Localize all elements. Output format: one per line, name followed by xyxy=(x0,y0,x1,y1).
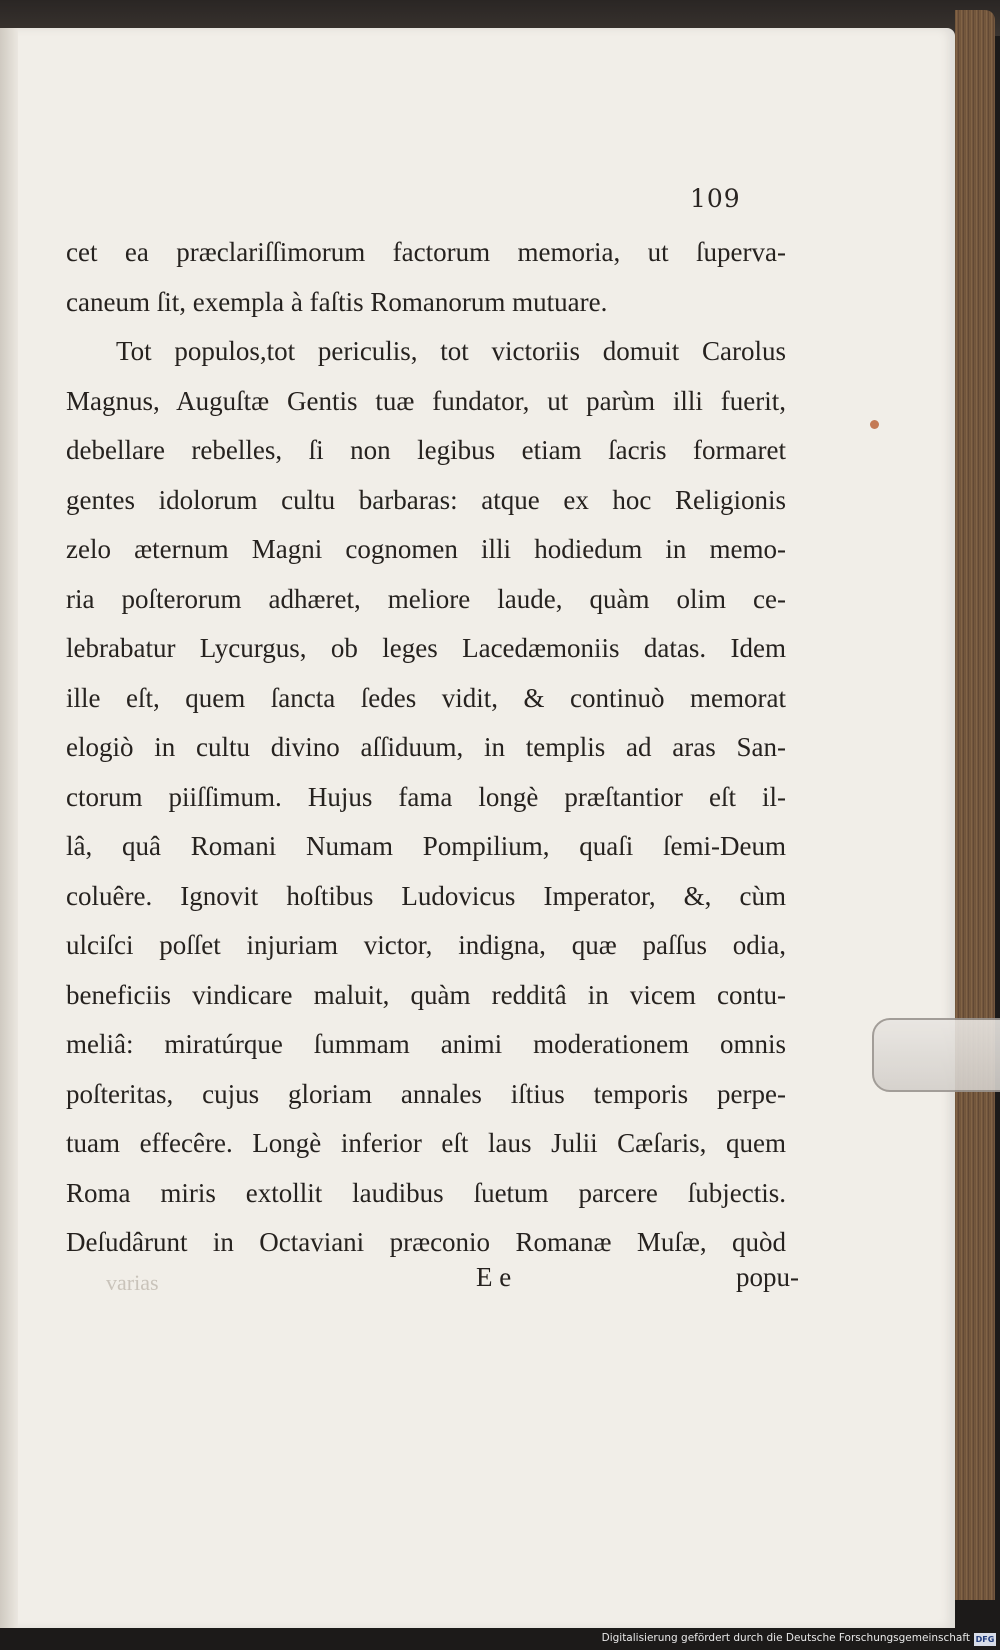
text-line: cet ea præclariſſimorum factorum memoria, ut ſuperva- xyxy=(66,237,786,267)
book-fore-edge xyxy=(955,10,995,1600)
dfg-logo-icon: DFG xyxy=(975,1635,995,1644)
text-line: Tot populos,tot periculis, tot victoriis domuit Carolus xyxy=(116,336,786,366)
text-line: tuam effecêre. Longè inferior eſt laus Julii Cæſaris, quem xyxy=(66,1128,786,1158)
text-line: meliâ: miratúrque ſummam animi moderationem omnis xyxy=(66,1029,786,1059)
signature-mark: E e xyxy=(476,1262,512,1292)
text-line: caneum ſit, exempla à faſtis Romanorum mutuare. xyxy=(66,286,608,317)
credit-bar xyxy=(0,1630,1000,1650)
text-line: zelo æternum Magni cognomen illi hodiedum in memo- xyxy=(66,534,786,564)
text-line: debellare rebelles, ſi non legibus etiam ſacris formaret xyxy=(66,435,786,465)
digitization-credit: Digitalisierung gefördert durch die Deutsche Forschungsgemeinschaft xyxy=(601,1632,970,1644)
text-line: beneficiis vindicare maluit, quàm redditâ in vicem contu- xyxy=(66,979,786,1010)
page-number: 109 xyxy=(690,184,741,213)
text-line: poſteritas, cujus gloriam annales iſtius temporis perpe- xyxy=(66,1078,786,1109)
text-line: Deſudârunt in Octaviani præconio Romanæ Muſæ, quòd xyxy=(66,1227,786,1257)
bleed-through-text: varias xyxy=(106,1270,159,1295)
text-line: lebrabatur Lycurgus, ob leges Lacedæmoniis datas. Idem xyxy=(66,633,786,663)
body-text xyxy=(66,228,786,1268)
catchword: popu- xyxy=(736,1262,799,1292)
text-line: Roma miris extollit laudibus ſuetum parcere ſubjectis. xyxy=(66,1177,786,1208)
text-line: lâ, quâ Romani Numam Pompilium, quaſi ſemi-Deum xyxy=(66,831,786,861)
text-line: ctorum piiſſimum. Hujus fama longè præſtantior eſt il- xyxy=(66,781,786,812)
text-line: ulciſci poſſet injuriam victor, indigna, quæ paſſus odia, xyxy=(66,930,786,960)
page-gutter xyxy=(0,28,18,1628)
text-line: coluêre. Ignovit hoſtibus Ludovicus Imperator, &, cùm xyxy=(66,880,786,911)
stain-mark xyxy=(870,420,879,429)
text-line: Magnus, Auguſtæ Gentis tuæ fundator, ut parùm illi fuerit, xyxy=(66,385,786,416)
text-line: ria poſterorum adhæret, meliore laude, quàm olim ce- xyxy=(66,583,786,614)
text-line: gentes idolorum cultu barbaras: atque ex hoc Religionis xyxy=(66,484,786,515)
text-line: ille eſt, quem ſancta ſedes vidit, & continuò memorat xyxy=(66,682,786,713)
page-clip xyxy=(872,1018,1000,1092)
text-line: elogiò in cultu divino aſſiduum, in templis ad aras San- xyxy=(66,732,786,762)
